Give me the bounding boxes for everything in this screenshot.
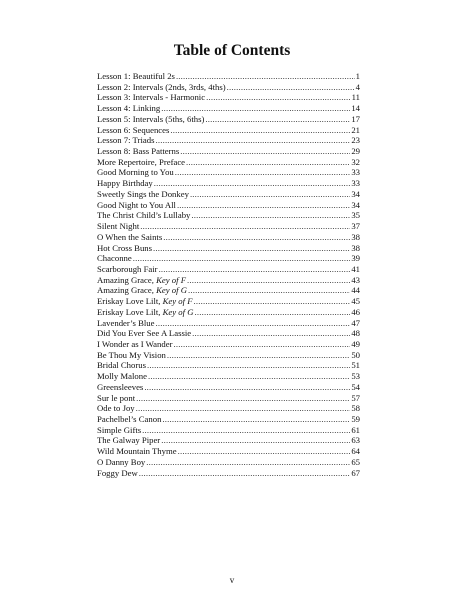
toc-entry-title (97, 167, 175, 178)
toc-dot-leader (133, 253, 351, 264)
page-number: v (229, 575, 235, 585)
toc-entry-title (97, 382, 144, 393)
toc-dot-leader (194, 296, 351, 307)
toc-entry-page-number: 37 (351, 221, 360, 232)
toc-entry-title-text: Lesson 3: Intervals - Harmonic (97, 92, 206, 103)
toc-entry-title (97, 307, 195, 318)
toc-entry-page-number: 29 (351, 146, 360, 157)
toc-entry-title (97, 71, 176, 82)
toc-dot-leader (191, 210, 350, 221)
toc-entry-title-text: Lesson 5: Intervals (5ths, 6ths) (97, 113, 205, 124)
toc-entry-key: Key of G (156, 285, 187, 296)
toc-entry-title-text: Silent Night (97, 221, 140, 232)
toc-entry-page-number: 32 (351, 156, 360, 167)
toc-entry-title-text: Chaconne (97, 253, 132, 264)
toc-entry-title-text: Lesson 1: Beautiful 2s (97, 71, 175, 81)
toc-entry-title (97, 232, 163, 243)
toc-entry-key: Key of G (162, 306, 194, 317)
toc-entry-title (97, 446, 178, 457)
toc-entry-page-number: 64 (351, 446, 360, 457)
toc-entry-title-text: Lesson 7: Triads (97, 135, 155, 146)
toc-dot-leader (148, 371, 350, 382)
toc-entry-title (97, 135, 155, 146)
toc-entry-title (97, 360, 147, 371)
toc-dot-leader (180, 146, 350, 157)
toc-dot-leader (162, 414, 350, 425)
toc-entry[interactable] (97, 425, 360, 436)
toc-entry[interactable] (97, 457, 360, 468)
toc-entry-title-text: Lesson 2: Intervals (2nds, 3rds, 4ths) (97, 81, 226, 92)
toc-entry-page-number: 33 (351, 178, 360, 189)
toc-entry[interactable] (97, 92, 360, 103)
toc-entry[interactable] (97, 178, 360, 189)
toc-entry-page-number: 35 (351, 210, 360, 221)
toc-entry-title-text: Eriskay Love Lilt, (97, 306, 163, 317)
toc-entry[interactable] (97, 157, 360, 168)
toc-entry-page-number: 39 (351, 253, 360, 264)
toc-dot-leader (206, 92, 351, 103)
toc-entry-title (97, 371, 148, 382)
toc-entry-title (97, 92, 206, 103)
toc-dot-leader (161, 435, 350, 446)
toc-entry[interactable] (97, 146, 360, 157)
toc-entry-page-number: 23 (351, 135, 360, 146)
toc-entry-title (97, 285, 188, 296)
toc-entry-title (97, 393, 136, 404)
toc-entry[interactable] (97, 285, 360, 296)
toc-dot-leader (136, 393, 350, 404)
toc-entry-title-text: Lavender’s Blue (97, 317, 155, 328)
toc-dot-leader (170, 125, 350, 136)
toc-dot-leader (163, 232, 350, 243)
toc-entry-title-text: Be Thou My Vision (97, 349, 166, 360)
toc-entry[interactable] (97, 403, 360, 414)
toc-dot-leader (159, 264, 351, 275)
toc-entry-key: Key of F (162, 296, 193, 307)
toc-entry-title (97, 189, 190, 200)
toc-entry-title-text: O Danny Boy (97, 456, 146, 467)
toc-entry-page-number: 61 (351, 424, 360, 435)
toc-entry-title (97, 350, 167, 361)
toc-dot-leader (188, 285, 350, 296)
toc-dot-leader (177, 200, 350, 211)
toc-dot-leader (178, 446, 351, 457)
toc-entry[interactable] (97, 468, 360, 479)
toc-dot-leader (167, 350, 350, 361)
toc-entry[interactable] (97, 371, 360, 382)
toc-dot-leader (175, 167, 351, 178)
toc-dot-leader (205, 114, 350, 125)
toc-entry-title (97, 243, 153, 254)
toc-entry-page-number: 47 (351, 317, 360, 328)
toc-entry-title (97, 82, 227, 93)
toc-entry-page-number: 49 (351, 338, 360, 349)
toc-entry-page-number: 34 (351, 199, 360, 210)
toc-entry-page-number: 51 (351, 360, 360, 371)
toc-entry-title (97, 210, 191, 221)
toc-dot-leader (173, 339, 350, 350)
toc-entry[interactable] (97, 339, 360, 350)
toc-entry-title-text: Greensleeves (97, 381, 144, 392)
toc-entry-title-text: Happy Birthday (97, 178, 153, 189)
toc-dot-leader (187, 275, 350, 286)
toc-entry-title (97, 178, 154, 189)
toc-entry[interactable] (97, 200, 360, 211)
toc-entry-title (97, 328, 192, 339)
toc-entry-title (97, 125, 170, 136)
toc-entry-page-number: 54 (351, 381, 360, 392)
toc-entry[interactable] (97, 382, 360, 393)
toc-entry-title (97, 296, 194, 307)
toc-entry[interactable] (97, 328, 360, 339)
toc-entry-title (97, 114, 205, 125)
toc-entry[interactable] (97, 253, 360, 264)
toc-entry-page-number: 67 (351, 467, 360, 478)
toc-entry-page-number: 43 (351, 274, 360, 285)
toc-dot-leader (139, 468, 351, 479)
toc-entry[interactable] (97, 360, 360, 371)
toc-entry-page-number: 57 (351, 392, 360, 403)
toc-entry[interactable] (97, 414, 360, 425)
toc-list (97, 71, 360, 478)
toc-entry-page-number: 34 (351, 188, 360, 199)
toc-entry[interactable] (97, 221, 360, 232)
toc-entry-title (97, 468, 139, 479)
toc-entry-title (97, 146, 180, 157)
toc-entry-title-text: Eriskay Love Lilt, (97, 296, 163, 307)
toc-entry-title (97, 318, 156, 329)
toc-dot-leader (147, 360, 350, 371)
toc-entry-title (97, 435, 161, 446)
toc-entry[interactable] (97, 114, 360, 125)
toc-entry-page-number: 21 (351, 124, 360, 135)
toc-entry-title-text: Sur le pont (97, 392, 136, 403)
toc-entry-title-text: Lesson 8: Bass Patterns (97, 146, 180, 157)
toc-entry-page-number: 44 (351, 285, 360, 296)
toc-entry-page-number: 17 (351, 113, 360, 124)
toc-entry-page-number: 33 (351, 167, 360, 178)
toc-entry-title-text: Simple Gifts (97, 424, 142, 435)
toc-entry-page-number: 46 (351, 306, 360, 317)
toc-entry-title-text: Hot Cross Buns (97, 242, 153, 253)
toc-entry[interactable] (97, 82, 360, 93)
toc-dot-leader (153, 243, 350, 254)
toc-entry-title-text: Pachelbel’s Canon (97, 414, 162, 424)
toc-dot-leader (161, 103, 350, 114)
toc-dot-leader (155, 135, 350, 146)
toc-entry-title-text: The Galway Piper (97, 435, 161, 446)
toc-entry-title-text: Amazing Grace, (97, 274, 157, 285)
toc-entry[interactable] (97, 103, 360, 114)
toc-dot-leader (144, 382, 350, 393)
toc-entry-title-text: O When the Saints (97, 231, 163, 242)
toc-entry[interactable] (97, 264, 360, 275)
toc-entry-page-number: 1 (355, 71, 360, 81)
toc-dot-leader (186, 157, 350, 168)
toc-entry[interactable] (97, 243, 360, 254)
toc-entry-title-text: Foggy Dew (97, 467, 138, 478)
toc-entry-title-text: Wild Mountain Thyme (97, 446, 177, 457)
toc-entry-title-text: Lesson 6: Sequences (97, 124, 170, 135)
toc-entry-title-text: Ode to Joy (97, 403, 135, 414)
toc-entry-page-number: 53 (351, 371, 360, 382)
toc-dot-leader (142, 425, 350, 436)
toc-entry-title-text: Good Morning to You (97, 167, 174, 178)
toc-entry[interactable] (97, 435, 360, 446)
toc-entry-title (97, 414, 162, 425)
toc-entry[interactable] (97, 275, 360, 286)
toc-entry-page-number: 59 (351, 414, 360, 424)
toc-entry-title (97, 200, 177, 211)
toc-entry-page-number: 41 (351, 263, 360, 274)
toc-dot-leader (176, 71, 355, 82)
toc-entry-title-text: Lesson 4: Linking (97, 103, 161, 114)
toc-entry-page-number: 38 (351, 242, 360, 253)
toc-entry-title (97, 264, 159, 275)
toc-dot-leader (136, 403, 351, 414)
toc-entry[interactable] (97, 125, 360, 136)
toc-entry-page-number: 14 (351, 103, 360, 114)
page-title: Table of Contents (173, 42, 291, 59)
toc-entry[interactable] (97, 167, 360, 178)
toc-entry-page-number: 63 (351, 435, 360, 446)
toc-entry-title-text: Good Night to You All (97, 199, 176, 210)
toc-entry-title-text: I Wonder as I Wander (97, 338, 173, 349)
toc-entry[interactable] (97, 71, 360, 82)
toc-entry-title-text: Molly Malone (97, 371, 147, 382)
toc-dot-leader (192, 328, 350, 339)
toc-dot-leader (156, 318, 351, 329)
toc-entry-title-text: The Christ Child’s Lullaby (97, 210, 191, 221)
toc-entry-title (97, 425, 142, 436)
toc-entry[interactable] (97, 350, 360, 361)
toc-entry-title (97, 457, 146, 468)
toc-entry-page-number: 4 (355, 81, 360, 92)
toc-entry[interactable] (97, 307, 360, 318)
toc-dot-leader (227, 82, 355, 93)
toc-entry-key: Key of F (156, 274, 187, 285)
toc-entry-title (97, 221, 140, 232)
toc-entry-page-number: 38 (351, 231, 360, 242)
toc-entry-title (97, 403, 136, 414)
toc-entry-title-text: More Repertoire, Preface (97, 156, 186, 167)
toc-entry-title (97, 275, 187, 286)
toc-entry-page-number: 48 (351, 328, 360, 339)
toc-entry[interactable] (97, 296, 360, 307)
toc-dot-leader (154, 178, 351, 189)
toc-dot-leader (140, 221, 350, 232)
toc-entry[interactable] (97, 135, 360, 146)
toc-entry-page-number: 65 (351, 456, 360, 467)
toc-dot-leader (190, 189, 350, 200)
toc-entry-title (97, 253, 133, 264)
toc-entry-page-number: 58 (351, 403, 360, 414)
toc-entry-title-text: Sweetly Sings the Donkey (97, 188, 189, 199)
toc-entry-title (97, 103, 161, 114)
toc-entry-page-number: 45 (351, 296, 360, 307)
toc-dot-leader (146, 457, 350, 468)
toc-entry-title-text: Did You Ever See A Lassie (97, 328, 192, 339)
toc-entry[interactable] (97, 446, 360, 457)
toc-entry-title-text: Scarborough Fair (97, 263, 158, 274)
toc-entry-page-number: 50 (351, 349, 360, 360)
toc-entry-title-text: Bridal Chorus (97, 360, 146, 371)
toc-entry[interactable] (97, 189, 360, 200)
toc-entry-title (97, 157, 186, 168)
toc-entry-title-text: Amazing Grace, (97, 285, 157, 296)
toc-entry[interactable] (97, 210, 360, 221)
toc-entry-page-number: 11 (351, 92, 360, 103)
toc-dot-leader (195, 307, 351, 318)
toc-entry[interactable] (97, 318, 360, 329)
toc-entry[interactable] (97, 393, 360, 404)
toc-entry-title (97, 339, 173, 350)
toc-entry[interactable] (97, 232, 360, 243)
